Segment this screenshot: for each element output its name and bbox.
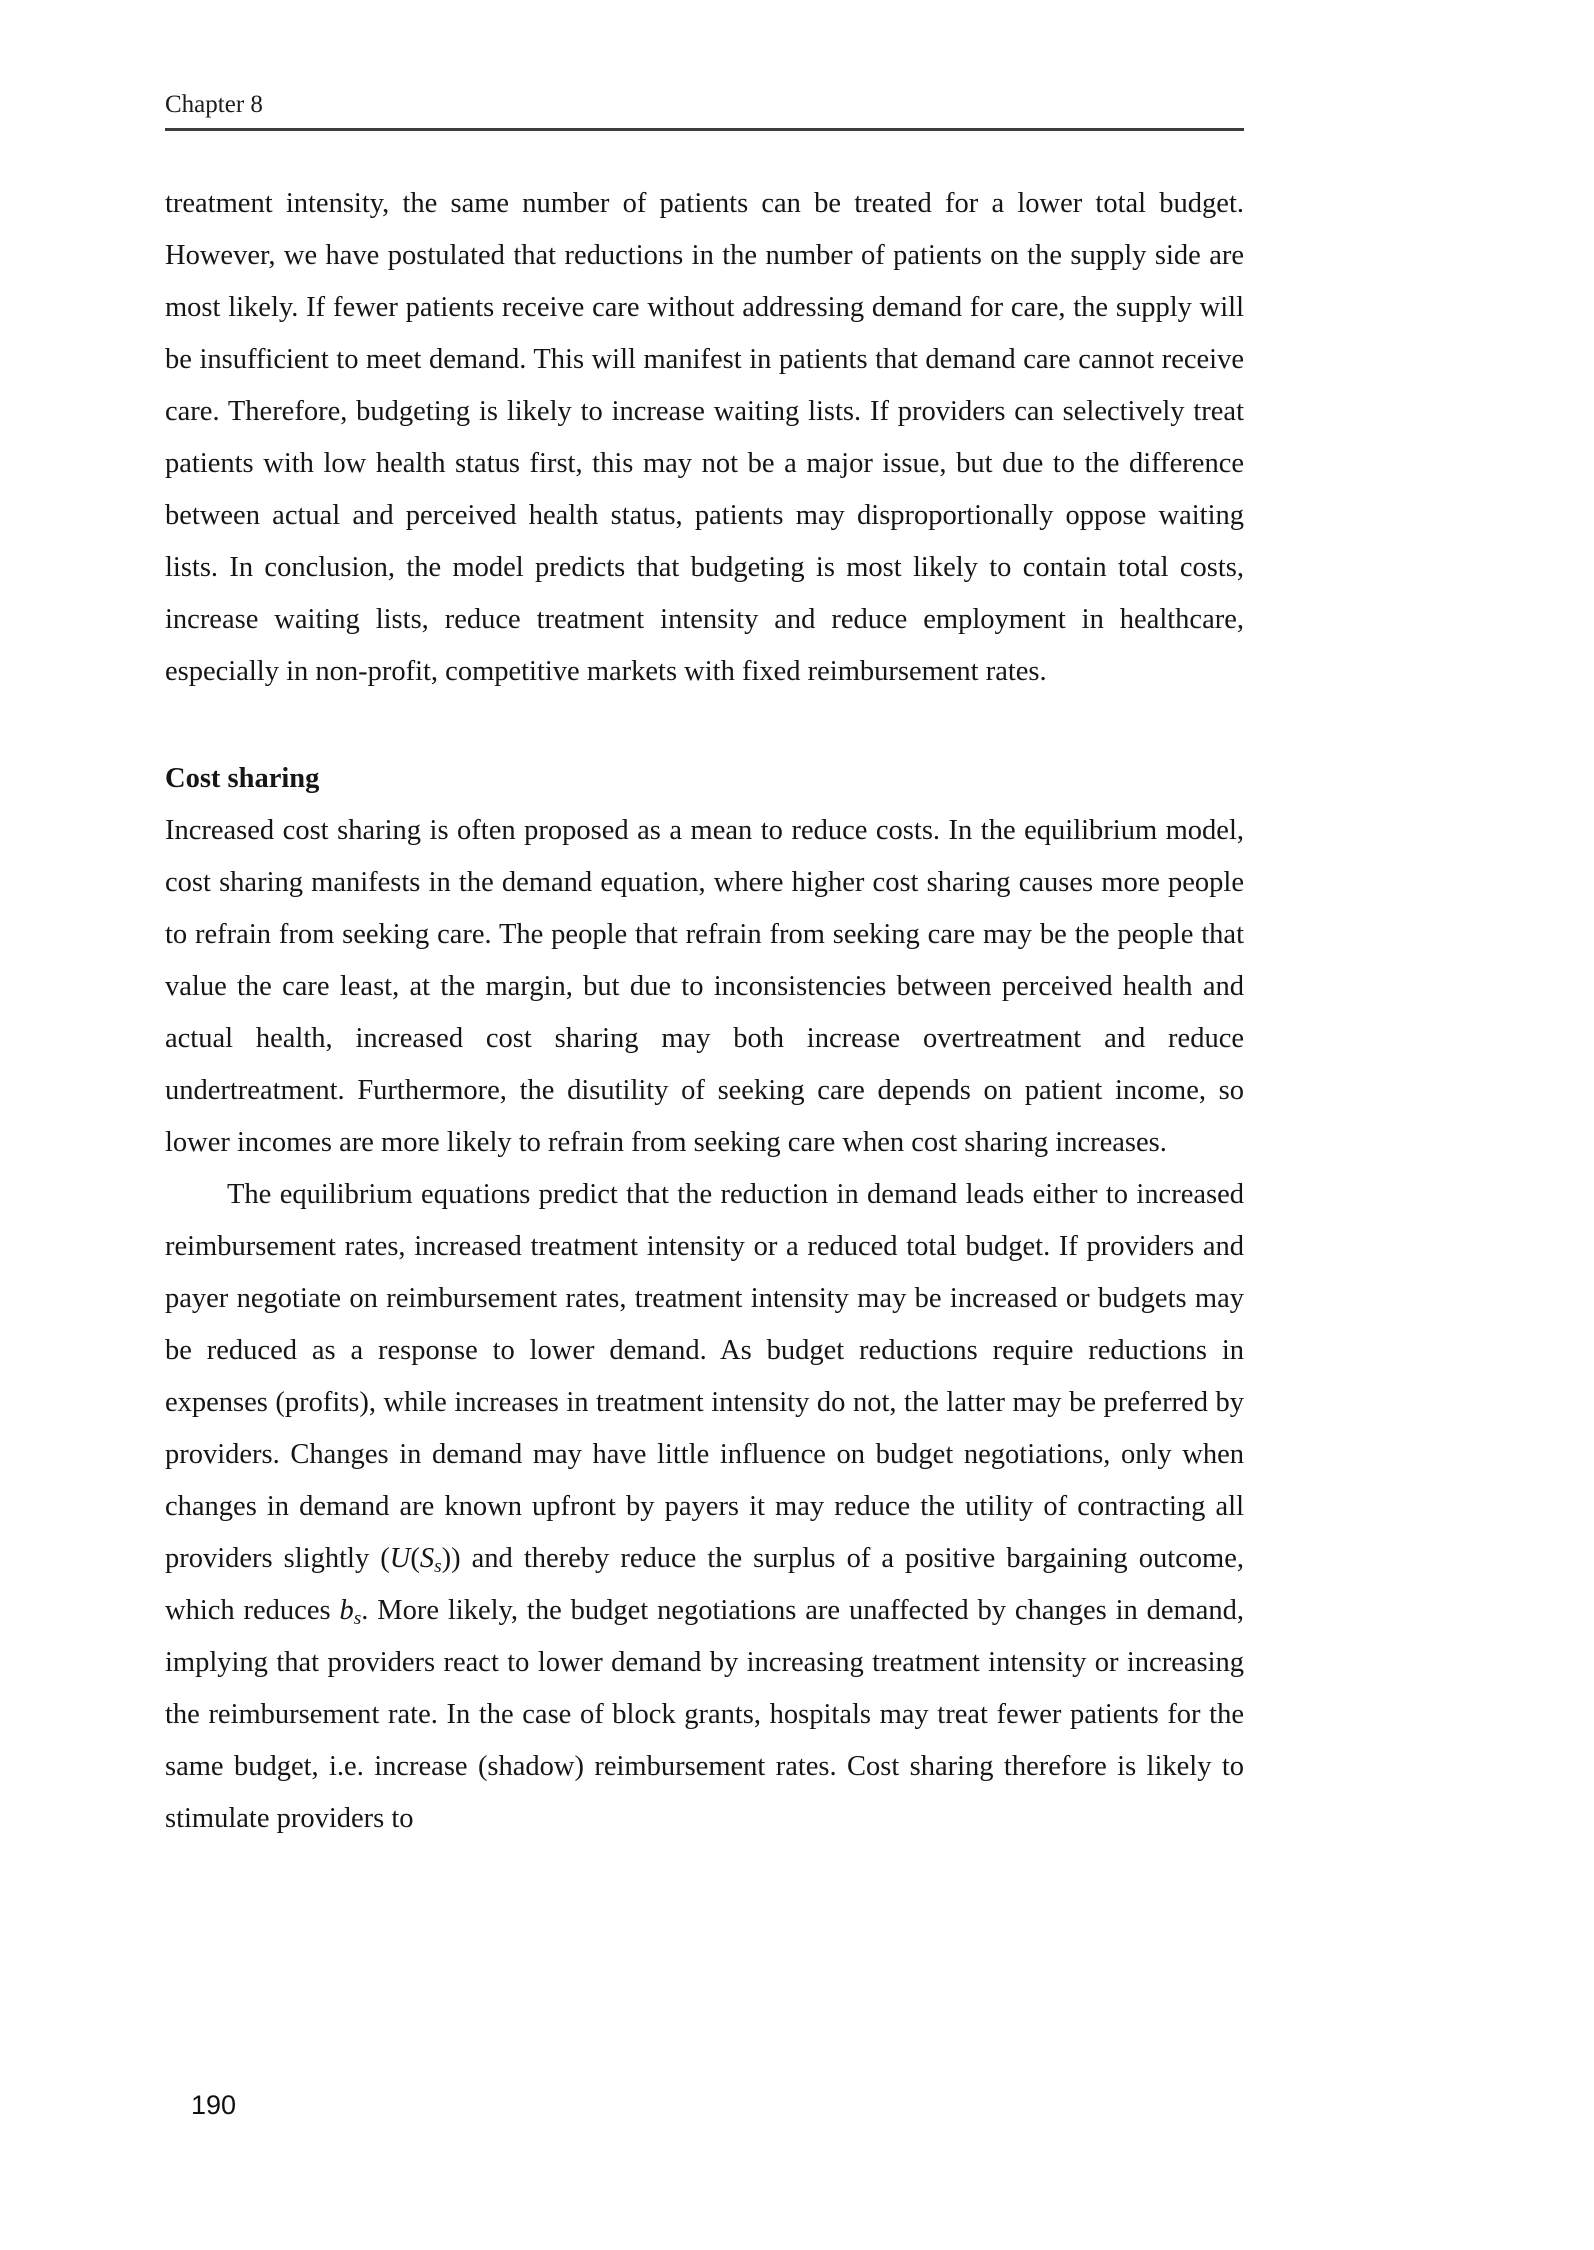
- header-rule: [165, 128, 1244, 131]
- page-number: 190: [191, 2090, 237, 2120]
- page-body: [165, 178, 1244, 1845]
- paragraph-equilibrium-equations: The equilibrium equations predict that the reduction in demand leads either to increased reimbursement rates, increased treatment intensity or a reduced total budget. If providers and payer negotiate on reimbursement rates, treatment intensity may be increased or budgets may be reduced as a response to lower demand. As budget reductions require reductions in expenses (profits), while increases in treatment intensity do not, the latter may be preferred by providers. Changes in demand may have little influence on budget negotiations, only when changes in demand are known upfront by payers it may reduce the utility of contracting all providers slightly $(U(S_s))$ and thereby reduce the surplus of a positive bargaining outcome, which reduces $b_s$. More likely, the budget negotiations are unaffected by changes in demand, implying that providers react to lower demand by increasing treatment intensity or increasing the reimbursement rate. In the case of block grants, hospitals may treat fewer patients for the same budget, i.e. increase (shadow) reimbursement rates. Cost sharing therefore is likely to stimulate providers to: [165, 1179, 1244, 1834]
- paragraph-budgeting-conclusion: treatment intensity, the same number of patients can be treated for a lower total budget. However, we have postulated that reductions in the number of patients on the supply side are most likely. If fewer patients receive care without addressing demand for care, the supply will be insufficient to meet demand. This will manifest in patients that demand care cannot receive care. Therefore, budgeting is likely to increase waiting lists. If providers can selectively treat patients with low health status first, this may not be a major issue, but due to the difference between actual and perceived health status, patients may disproportionally oppose waiting lists. In conclusion, the model predicts that budgeting is most likely to contain total costs, increase waiting lists, reduce treatment intensity and reduce employment in healthcare, especially in non-profit, competitive markets with fixed reimbursement rates.: [165, 188, 1244, 687]
- running-header: [165, 90, 1244, 120]
- paragraph-cost-sharing-intro: Increased cost sharing is often proposed as a mean to reduce costs. In the equilibrium model, cost sharing manifests in the demand equation, where higher cost sharing causes more people to refrain from seeking care. The people that refrain from seeking care may be the people that value the care least, at the margin, but due to inconsistencies between perceived health and actual health, increased cost sharing may both increase overtreatment and reduce undertreatment. Furthermore, the disutility of seeking care depends on patient income, so lower incomes are more likely to refrain from seeking care when cost sharing increases.: [165, 815, 1244, 1158]
- section-heading-cost-sharing: Cost sharing: [165, 763, 320, 794]
- chapter-label: Chapter 8: [165, 91, 263, 118]
